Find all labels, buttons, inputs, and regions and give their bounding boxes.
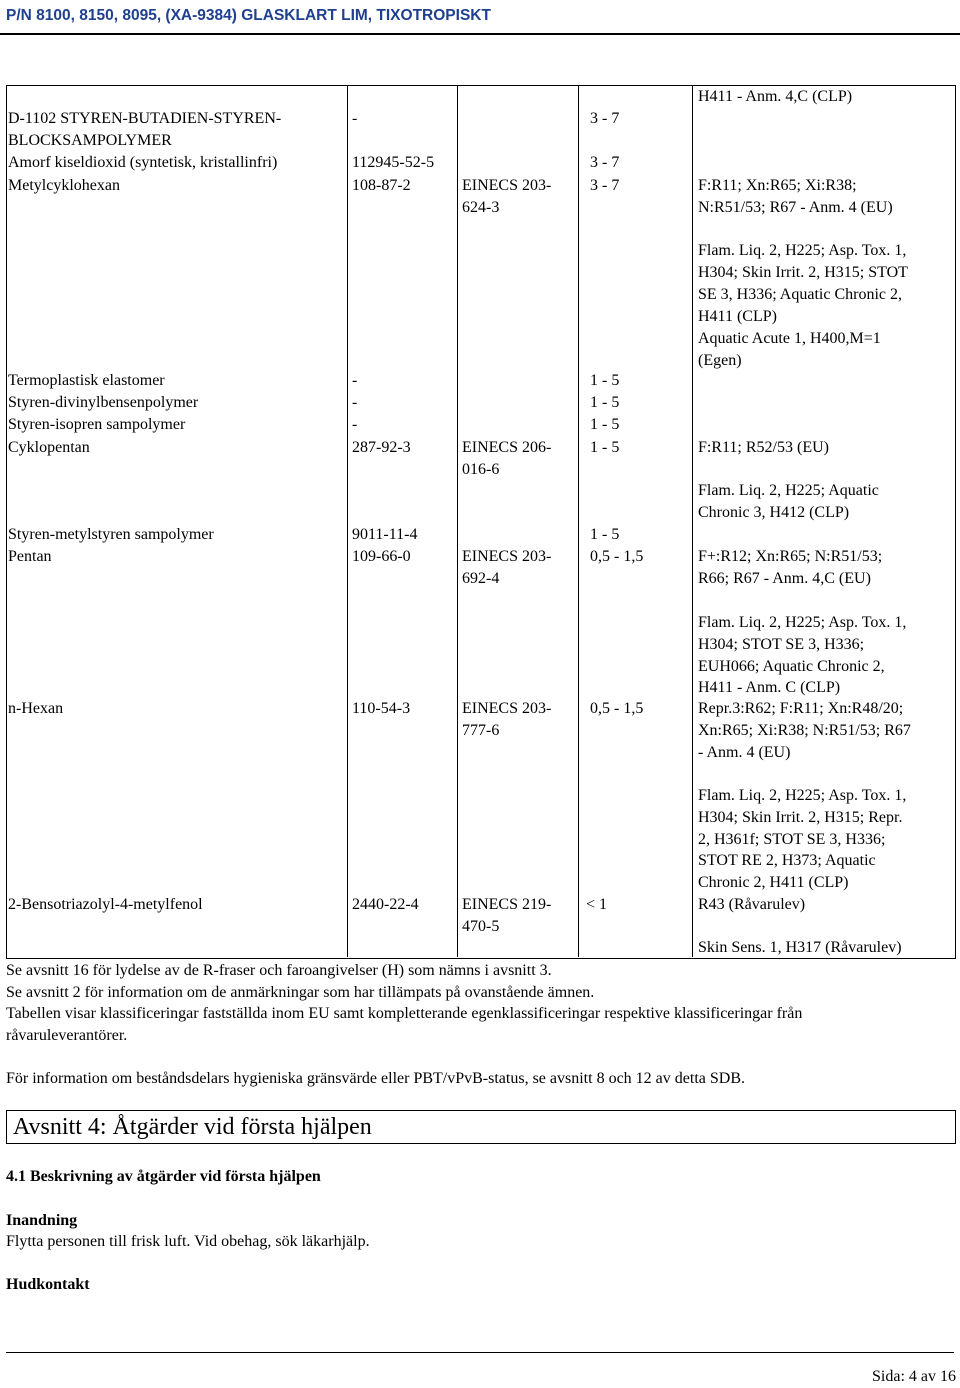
inhalation-text: Flytta personen till frisk luft. Vid obehag, sök läkarhjälp. — [6, 1233, 370, 1250]
ec-number: EINECS 203- — [462, 177, 552, 194]
cas-number: 287-92-3 — [352, 439, 411, 456]
classification-cell: (Egen) — [698, 352, 742, 369]
note-classifications: Tabellen visar klassificeringar fastställda inom EU samt kompletterande egenklassificeringar respektive klassificeringar från — [6, 1005, 803, 1022]
concentration: 1 - 5 — [590, 372, 620, 389]
classification-cell: 2, H361f; STOT SE 3, H336; — [698, 831, 886, 848]
note-exposure-limits: För information om beståndsdelars hygieniska gränsvärde eller PBT/vPvB-status, se avsnitt 8 och 12 av detta SDB. — [6, 1070, 745, 1087]
ec-number: EINECS 203- — [462, 548, 552, 565]
table-divider-col1 — [347, 85, 348, 957]
cas-number: - — [352, 394, 358, 411]
classification-cell: R66; R67 - Anm. 4,C (EU) — [698, 570, 871, 587]
cas-number: 110-54-3 — [352, 700, 411, 717]
classification-cell: N:R51/53; R67 - Anm. 4 (EU) — [698, 199, 893, 216]
classification-cell: H304; STOT SE 3, H336; — [698, 636, 865, 653]
classification-cell: F:R11; Xn:R65; Xi:R38; — [698, 177, 857, 194]
concentration: 3 - 7 — [590, 154, 620, 171]
concentration: 3 - 7 — [590, 177, 620, 194]
footer-divider — [6, 1352, 954, 1353]
skin-contact-heading: Hudkontakt — [6, 1276, 90, 1293]
concentration: 1 - 5 — [590, 394, 620, 411]
classification-cell: SE 3, H336; Aquatic Chronic 2, — [698, 286, 902, 303]
classification-cell: Aquatic Acute 1, H400,M=1 — [698, 330, 881, 347]
classification-cell: STOT RE 2, H373; Aquatic — [698, 852, 876, 869]
classification-cell: EUH066; Aquatic Chronic 2, — [698, 658, 885, 675]
document-header — [0, 0, 960, 35]
classification-cell: Skin Sens. 1, H317 (Råvarulev) — [698, 939, 902, 956]
cas-number: 9011-11-4 — [352, 526, 418, 543]
ec-number: EINECS 203- — [462, 700, 552, 717]
ec-number: 470-5 — [462, 918, 500, 935]
concentration: 0,5 - 1,5 — [590, 700, 644, 717]
classification-cell: Flam. Liq. 2, H225; Asp. Tox. 1, — [698, 614, 907, 631]
concentration: 1 - 5 — [590, 416, 620, 433]
substance-name: 2-Bensotriazolyl-4-metylfenol — [8, 896, 203, 913]
classification-cell: Flam. Liq. 2, H225; Aquatic — [698, 482, 879, 499]
classification-cell: Xn:R65; Xi:R38; N:R51/53; R67 — [698, 722, 911, 739]
cas-number: - — [352, 416, 358, 433]
table-divider-col2 — [457, 85, 458, 957]
classification-cell: F:R11; R52/53 (EU) — [698, 439, 829, 456]
classification-cell: H304; Skin Irrit. 2, H315; STOT — [698, 264, 908, 281]
cas-number: 109-66-0 — [352, 548, 411, 565]
substance-name: Styren-divinylbensenpolymer — [8, 394, 199, 411]
classification-cell: H411 - Anm. C (CLP) — [698, 679, 841, 696]
substance-name: n-Hexan — [8, 700, 64, 717]
substance-name: Termoplastisk elastomer — [8, 372, 165, 389]
ec-number: 692-4 — [462, 570, 500, 587]
section-4-header — [6, 1110, 956, 1144]
concentration: < 1 — [586, 896, 608, 913]
substance-name: Styren-isopren sampolymer — [8, 416, 186, 433]
cas-number: 108-87-2 — [352, 177, 411, 194]
classification-cell: H411 (CLP) — [698, 308, 777, 325]
classification-cell: Chronic 2, H411 (CLP) — [698, 874, 849, 891]
ec-number: EINECS 206- — [462, 439, 552, 456]
classification-cell: F+:R12; Xn:R65; N:R51/53; — [698, 548, 883, 565]
classification-cell: R43 (Råvarulev) — [698, 896, 806, 913]
document-title: P/N 8100, 8150, 8095, (XA-9384) GLASKLART LIM, TIXOTROPISKT — [6, 7, 491, 24]
substance-name: Amorf kiseldioxid (syntetisk, kristallinfri) — [8, 154, 278, 171]
concentration: 0,5 - 1,5 — [590, 548, 644, 565]
table-divider-col3 — [578, 85, 579, 957]
substance-name: BLOCKSAMPOLYMER — [8, 132, 172, 149]
substance-name: Metylcyklohexan — [8, 177, 120, 194]
page-number: Sida: 4 av 16 — [872, 1368, 956, 1385]
note-r-phrases: Se avsnitt 16 för lydelse av de R-fraser och faroangivelser (H) som nämns i avsnitt 3. — [6, 962, 552, 979]
cas-number: - — [352, 372, 358, 389]
substance-name: Pentan — [8, 548, 52, 565]
concentration: 1 - 5 — [590, 526, 620, 543]
inhalation-heading: Inandning — [6, 1212, 78, 1229]
section-title: Avsnitt 4: Åtgärder vid första hjälpen — [13, 1114, 372, 1140]
classification-cell: Flam. Liq. 2, H225; Asp. Tox. 1, — [698, 242, 907, 259]
classification-cell: Flam. Liq. 2, H225; Asp. Tox. 1, — [698, 787, 907, 804]
substance-name: D-1102 STYREN-BUTADIEN-STYREN- — [8, 110, 282, 127]
cas-number: 112945-52-5 — [352, 154, 435, 171]
cas-number: 2440-22-4 — [352, 896, 419, 913]
cas-number: - — [352, 110, 358, 127]
classification-cell: H304; Skin Irrit. 2, H315; Repr. — [698, 809, 903, 826]
ec-number: 777-6 — [462, 722, 500, 739]
substance-name: Cyklopentan — [8, 439, 90, 456]
ec-number: 624-3 — [462, 199, 500, 216]
concentration: 3 - 7 — [590, 110, 620, 127]
ec-number: 016-6 — [462, 461, 500, 478]
ec-number: EINECS 219- — [462, 896, 552, 913]
note-classifications-cont: råvaruleverantörer. — [6, 1027, 128, 1044]
substance-name: Styren-metylstyren sampolymer — [8, 526, 214, 543]
table-divider-col4 — [692, 85, 693, 957]
classification-cell: Chronic 3, H412 (CLP) — [698, 504, 850, 521]
subsection-title: 4.1 Beskrivning av åtgärder vid första hjälpen — [6, 1168, 321, 1185]
classification-cell: - Anm. 4 (EU) — [698, 744, 791, 761]
classification-cell: H411 - Anm. 4,C (CLP) — [698, 88, 853, 105]
note-annotations: Se avsnitt 2 för information om de anmärkningar som har tillämpats på ovanstående ämnen. — [6, 984, 595, 1001]
classification-cell: Repr.3:R62; F:R11; Xn:R48/20; — [698, 700, 904, 717]
concentration: 1 - 5 — [590, 439, 620, 456]
